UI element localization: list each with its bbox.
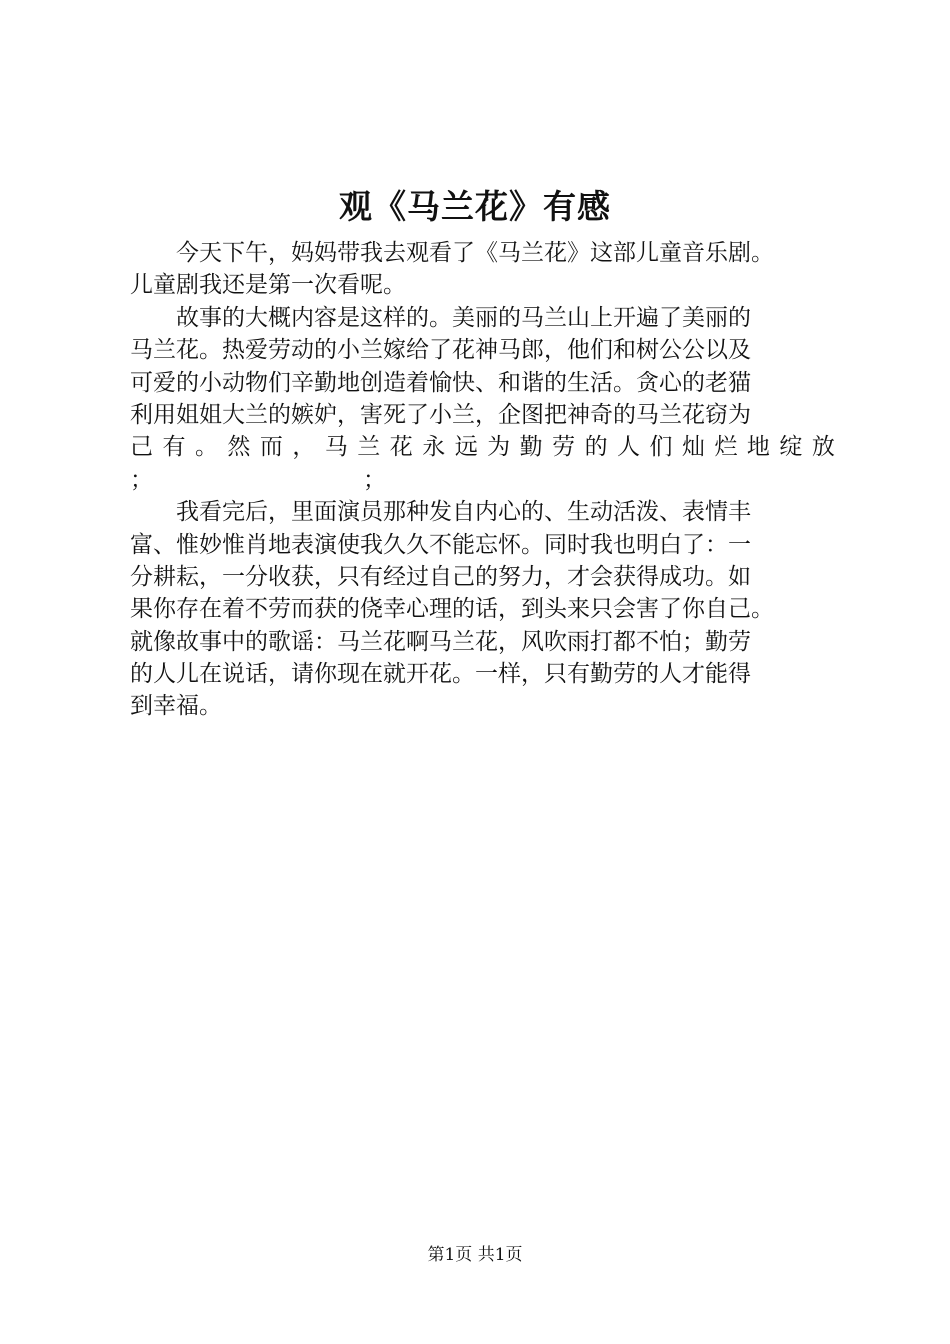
paragraph-2-line-2: 马兰花。热爱劳动的小兰嫁给了花神马郎，他们和树公公以及: [130, 337, 751, 364]
paragraph-3-line-5: 就像故事中的歌谣：马兰花啊马兰花，风吹雨打都不怕；勤劳: [130, 628, 751, 655]
justified-char: 花: [389, 434, 413, 461]
justified-char: 放: [811, 434, 835, 461]
paragraph-3-line-2: 富、惟妙惟肖地表演使我久久不能忘怀。同时我也明白了：一: [130, 531, 751, 558]
justified-char: 兰: [357, 434, 381, 461]
justified-char: 而: [259, 434, 283, 461]
justified-char: 烂: [714, 434, 738, 461]
justified-char: ，: [292, 434, 316, 461]
paragraph-3-line-7: 到幸福。: [130, 693, 222, 720]
document-body: [130, 237, 835, 723]
paragraph-2-line-1: 故事的大概内容是这样的。美丽的马兰山上开遍了美丽的: [176, 304, 751, 331]
page-footer: 第1页 共1页: [427, 1245, 523, 1265]
semicolon-1: ；: [130, 466, 153, 493]
paragraph-3-line-4: 果你存在着不劳而获的侥幸心理的话，到头来只会害了你自己。: [130, 596, 774, 623]
justified-char: 劳: [552, 434, 576, 461]
justified-char: 然: [227, 434, 251, 461]
justified-char: 马: [324, 434, 348, 461]
justified-char: 地: [746, 434, 770, 461]
paragraph-2-line-5: [130, 431, 835, 463]
justified-char: 为: [487, 434, 511, 461]
justified-char: 们: [649, 434, 673, 461]
paragraph-3-line-6: 的人儿在说话，请你现在就开花。一样，只有勤劳的人才能得: [130, 661, 751, 688]
paragraph-2-line-4: 利用姐姐大兰的嫉妒，害死了小兰，企图把神奇的马兰花窃为: [130, 401, 751, 428]
document-title: 观《马兰花》有感: [339, 187, 611, 226]
paragraph-1-line-1: 今天下午，妈妈带我去观看了《马兰花》这部儿童音乐剧。: [176, 240, 774, 266]
paragraph-1-line-2: 儿童剧我还是第一次看呢。: [130, 272, 406, 299]
justified-char: 勤: [519, 434, 543, 461]
justified-char: 有: [162, 434, 186, 461]
semicolon-2: ；: [363, 466, 386, 493]
justified-char: 永: [422, 434, 446, 461]
justified-char: 的: [584, 434, 608, 461]
justified-char: 。: [194, 434, 218, 461]
justified-char: 灿: [681, 434, 705, 461]
justified-char: 绽: [779, 434, 803, 461]
paragraph-3-line-1: 我看完后，里面演员那种发自内心的、生动活泼、表情丰: [176, 499, 751, 526]
paragraph-2-line-6: [130, 464, 835, 496]
justified-char: 人: [617, 434, 641, 461]
paragraph-3-line-3: 分耕耘，一分收获，只有经过自己的努力，才会获得成功。如: [130, 563, 751, 590]
justified-char: 己: [130, 434, 153, 461]
paragraph-2-line-3: 可爱的小动物们辛勤地创造着愉快、和谐的生活。贪心的老猫: [130, 369, 751, 396]
justified-char: 远: [454, 434, 478, 461]
